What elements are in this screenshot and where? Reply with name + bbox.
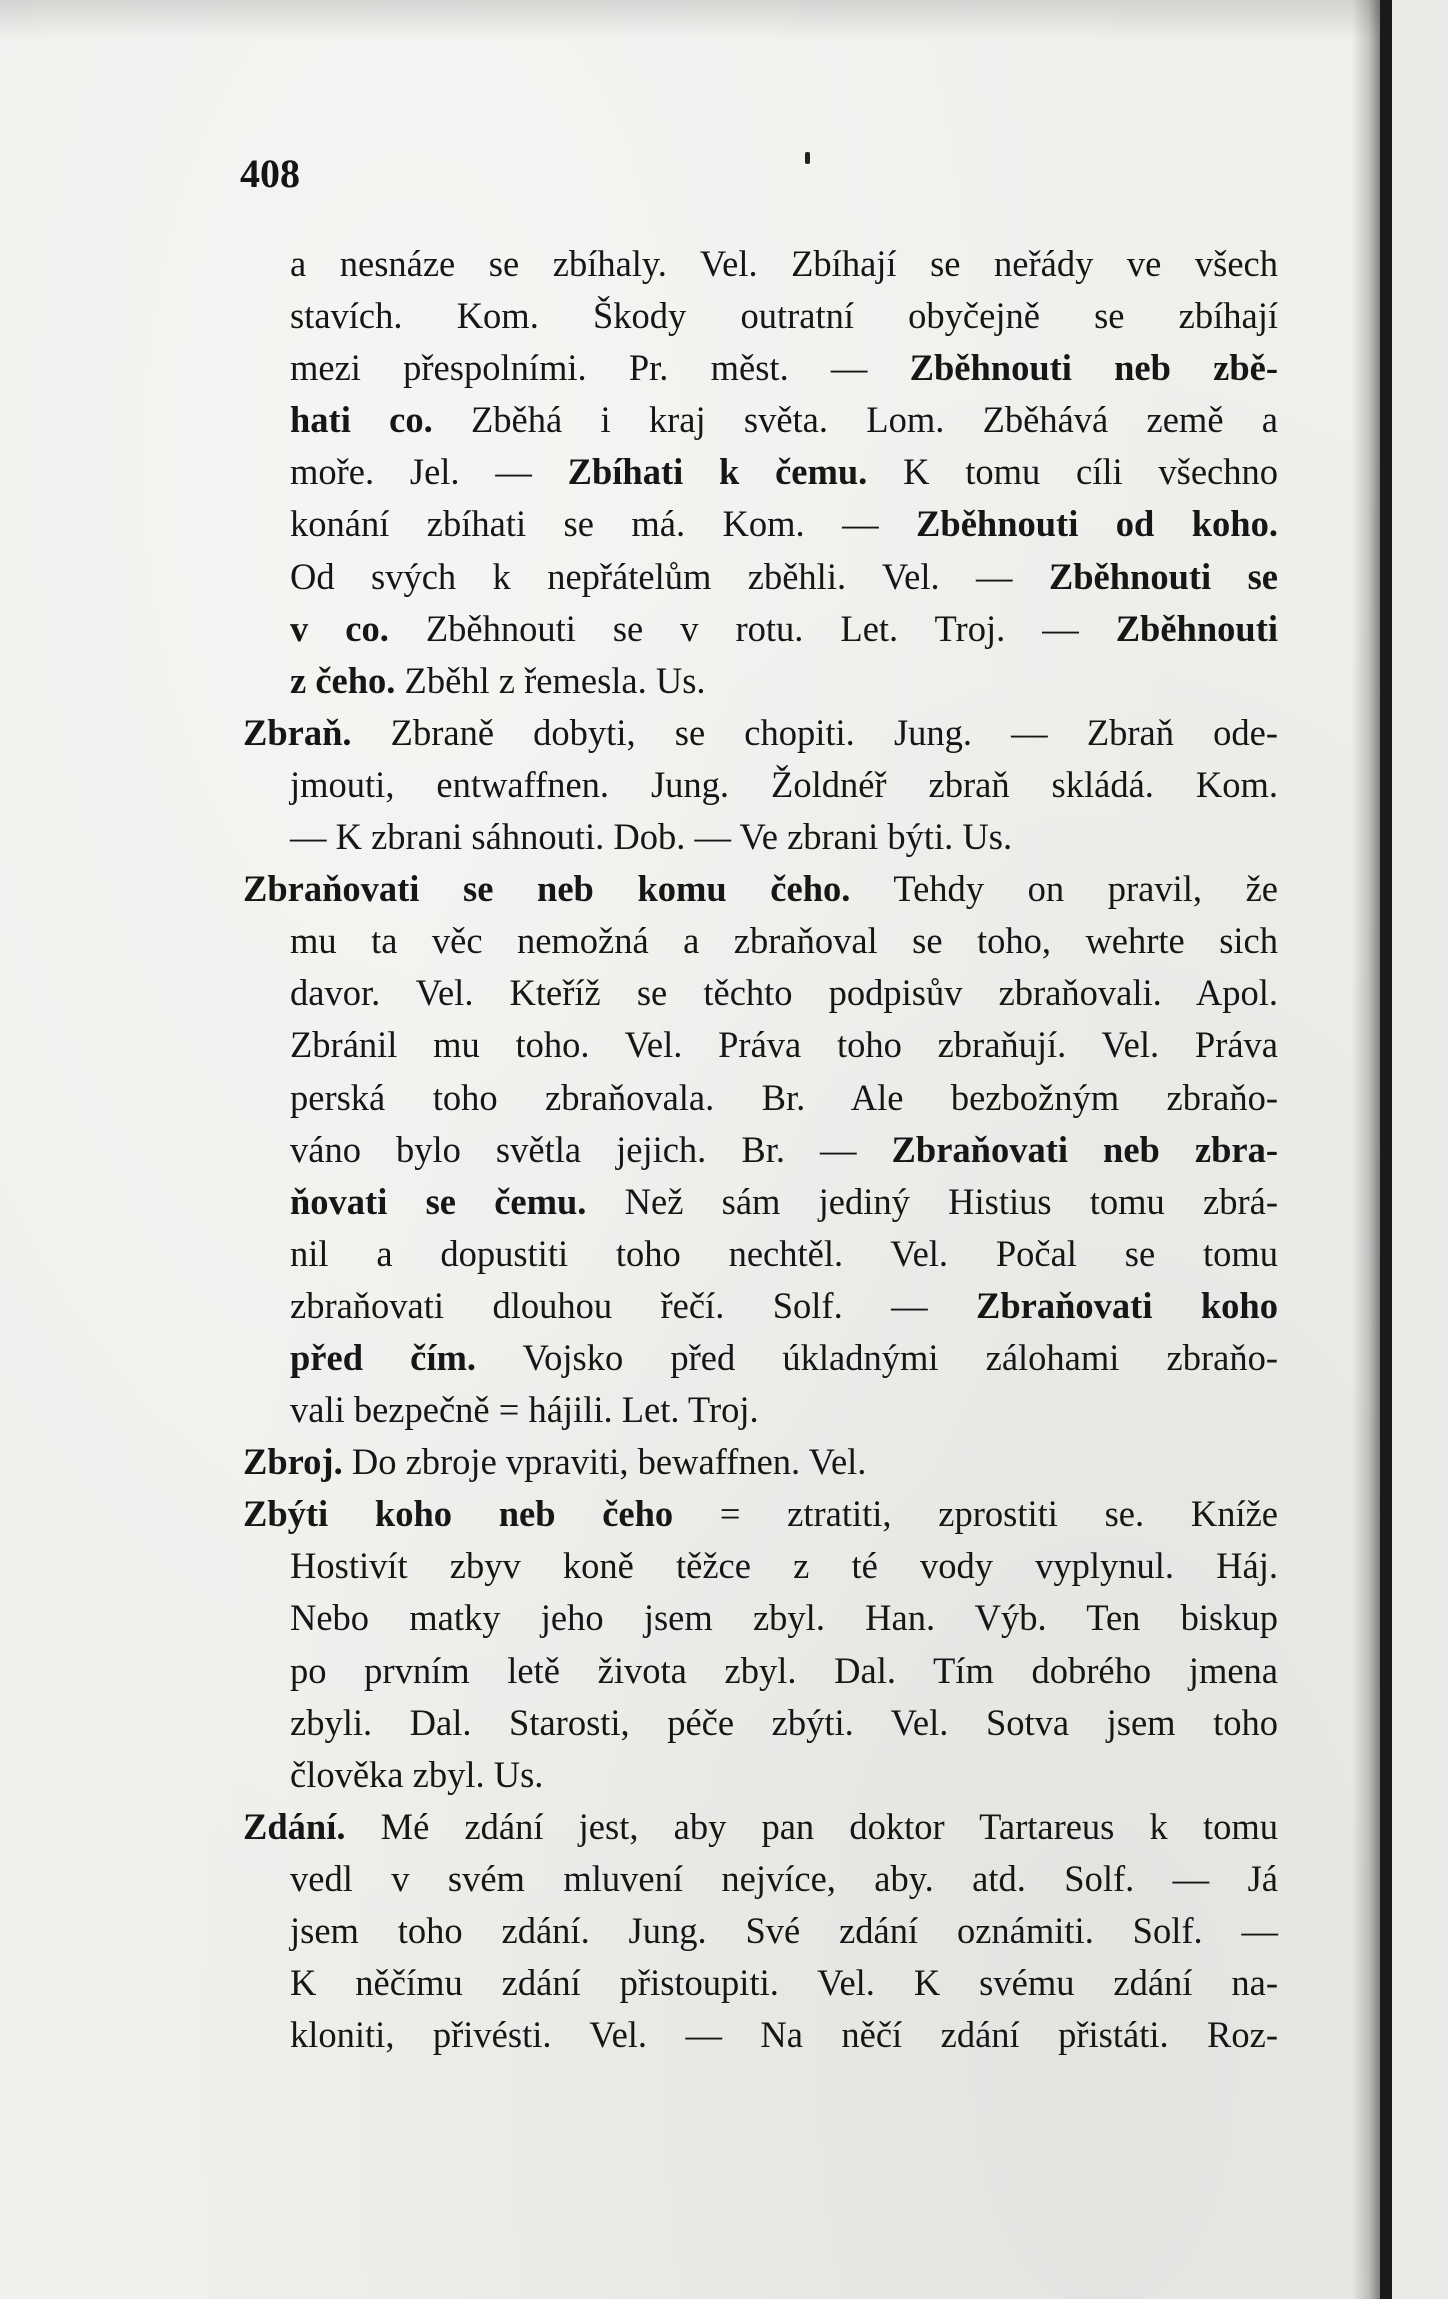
text-line: Hostivít zbyv koně těžce z té vody vyplynul. Háj. [290,1545,1278,1587]
text-line: Zbránil mu toho. Vel. Práva toho zbraňují. Vel. Práva [290,1024,1278,1066]
page-top-shadow [0,0,1380,40]
text-line: kloniti, přivésti. Vel. — Na něčí zdání přistáti. Roz- [290,2014,1278,2056]
text-line: a nesnáze se zbíhaly. Vel. Zbíhají se neřády ve všech [290,243,1278,284]
entry-line: Zbraňovati se neb komu čeho. Tehdy on pravil, že [243,868,1278,910]
page-number: 408 [240,151,300,196]
ink-speck [805,152,810,164]
text-line: v co. Zběhnouti se v rotu. Let. Troj. — Zběhnouti [290,607,1278,649]
text-line: po prvním letě života zbyl. Dal. Tím dobrého jmena [290,1649,1278,1691]
text-line: mezi přespolními. Pr. měst. — Zběhnouti neb zbě- [290,347,1278,389]
text-line: stavích. Kom. Škody outratní obyčejně se zbíhají [290,295,1278,337]
text-line: Nebo matky jeho jsem zbyl. Han. Výb. Ten biskup [290,1597,1278,1639]
entry-line: Zbraň. Zbraně dobyti, se chopiti. Jung. — Zbraň ode- [243,711,1278,753]
text-line: perská toho zbraňovala. Br. Ale bezbožným zbraňo- [290,1076,1278,1118]
text-line: — K zbrani sáhnouti. Dob. — Ve zbrani býti. Us. [290,816,1013,858]
text-line: člověka zbyl. Us. [290,1753,544,1795]
text-line: mu ta věc nemožná a zbraňoval se toho, wehrte sich [290,920,1278,962]
entry-line: Zdání. Mé zdání jest, aby pan doktor Tartareus k tomu [243,1805,1278,1847]
spine-shadow [1352,0,1380,2299]
dictionary-text [243,238,1278,2061]
text-line: ňovati se čemu. Než sám jediný Histius tomu zbrá- [290,1180,1278,1222]
text-line: z čeho. Zběhl z řemesla. Us. [290,659,706,701]
text-line: váno bylo světla jejich. Br. — Zbraňovati neb zbra- [290,1128,1278,1170]
text-line: K něčímu zdání přistoupiti. Vel. K svému zdání na- [290,1962,1278,2004]
entry-line: Zbýti koho neb čeho = ztratiti, zprostiti se. Kníže [243,1493,1278,1535]
text-line: vali bezpečně = hájili. Let. Troj. [290,1389,759,1431]
text-line: nil a dopustiti toho nechtěl. Vel. Počal se tomu [290,1232,1278,1274]
entry-line: Zbroj. Do zbroje vpraviti, bewaffnen. Vel. [243,1441,867,1483]
text-line: zbraňovati dlouhou řečí. Solf. — Zbraňovati koho [290,1284,1278,1326]
text-line: hati co. Zběhá i kraj světa. Lom. Zběhává země a [290,399,1279,441]
text-line: davor. Vel. Kteříž se těchto podpisův zbraňovali. Apol. [290,972,1278,1014]
text-line: moře. Jel. — Zbíhati k čemu. K tomu cíli všechno [290,451,1279,493]
text-line: zbyli. Dal. Starosti, péče zbýti. Vel. Sotva jsem toho [290,1701,1278,1743]
text-line: Od svých k nepřátelům zběhli. Vel. — Zběhnouti se [290,555,1278,597]
text-line: konání zbíhati se má. Kom. — Zběhnouti od koho. [290,503,1278,545]
text-line: vedl v svém mluvení nejvíce, aby. atd. Solf. — Já [290,1857,1278,1899]
text-line: před čím. Vojsko před úkladnými zálohami zbraňo- [290,1336,1278,1378]
text-line: jmouti, entwaffnen. Jung. Žoldnéř zbraň skládá. Kom. [290,763,1278,805]
text-line: jsem toho zdání. Jung. Své zdání oznámiti. Solf. — [290,1910,1278,1951]
next-page-edge [1392,0,1448,2299]
